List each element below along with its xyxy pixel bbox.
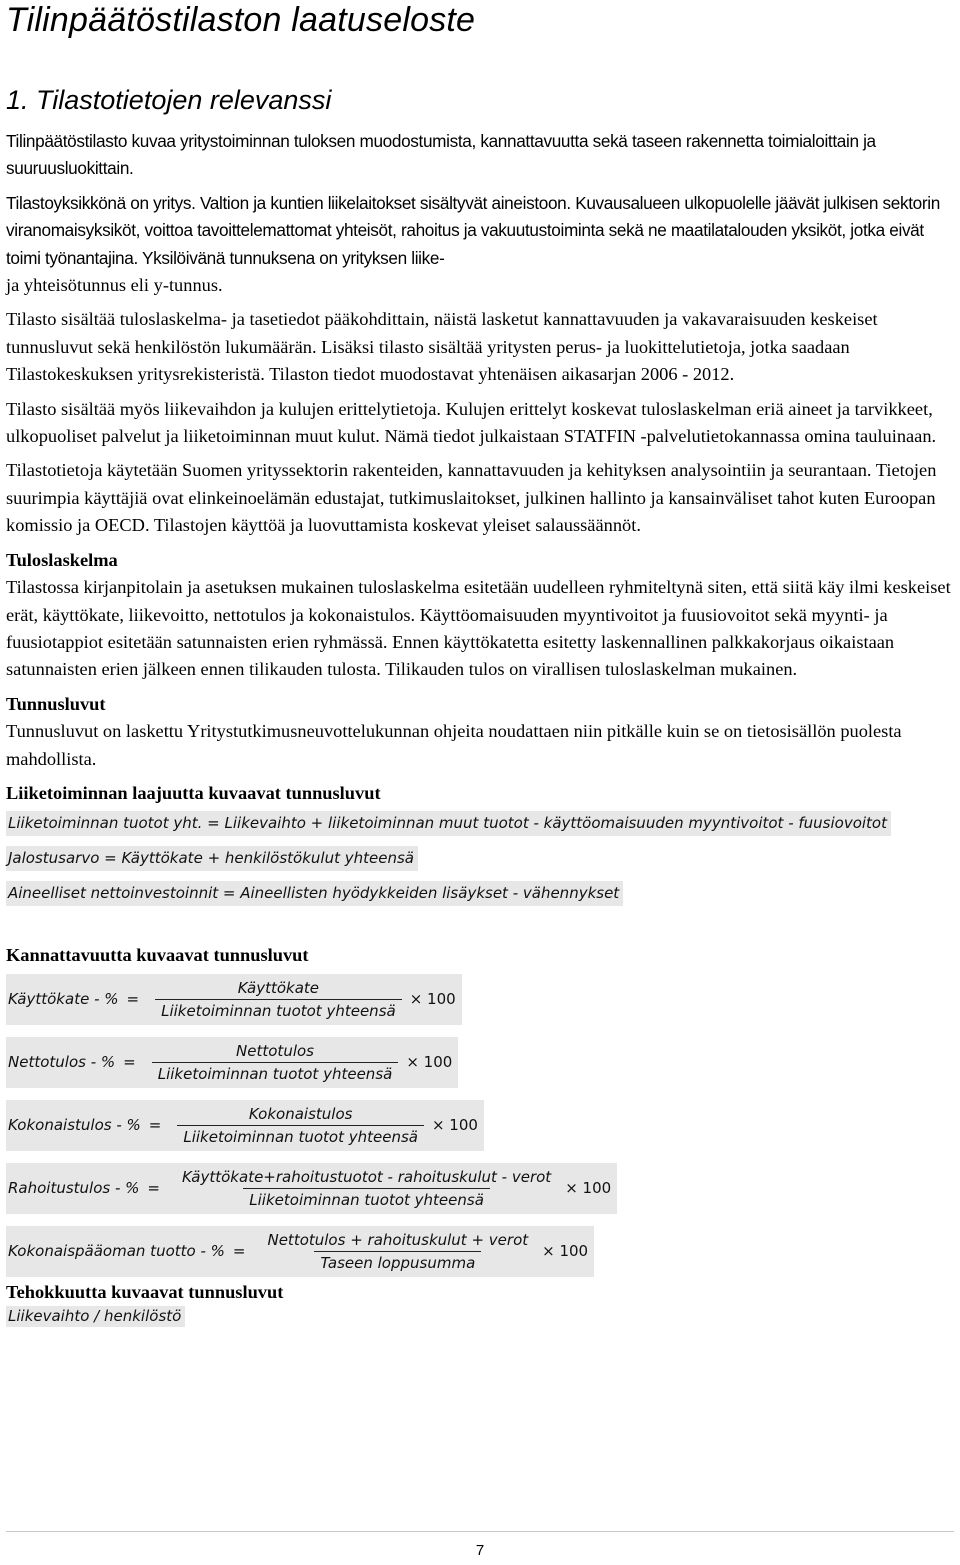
heading-tehokkuus: Tehokkuutta kuvaavat tunnusluvut xyxy=(6,1281,284,1302)
equals-sign: = xyxy=(126,990,140,1009)
section-title: 1. Tilastotietojen relevanssi xyxy=(6,85,332,115)
formula-name: Nettotulos - % xyxy=(8,1053,116,1072)
fraction-numerator: Nettotulos xyxy=(236,1041,314,1060)
paragraph-tunnusluvut: Tunnusluvut on laskettu Yritystutkimusneuvottelukunnan ohjeita noudattaen niin pitkälle kuin se on tietosisällön puolesta mahdollista. xyxy=(6,721,902,769)
fraction-numerator: Kokonaistulos xyxy=(248,1104,353,1123)
document-body xyxy=(6,128,960,1327)
document-title: Tilinpäätöstilaston laatuseloste xyxy=(6,1,476,39)
heading-tunnusluvut: Tunnusluvut xyxy=(6,693,106,714)
fraction-denominator: Taseen loppusumma xyxy=(314,1251,481,1274)
fraction-denominator: Liiketoiminnan tuotot yhteensä xyxy=(155,999,402,1022)
kannattavuus-formulas xyxy=(6,974,960,1277)
fraction xyxy=(155,977,402,1022)
multiplier: × 100 xyxy=(431,1116,478,1135)
fraction xyxy=(176,1166,557,1211)
fraction xyxy=(261,1229,534,1274)
formula-kokonaistulos-pct xyxy=(6,1100,484,1151)
fraction-denominator: Liiketoiminnan tuotot yhteensä xyxy=(152,1062,399,1085)
paragraph-contents: Tilasto sisältää tuloslaskelma- ja tasetiedot pääkohdittain, näistä lasketut kannattavuuden ja vakavaraisuuden keskeiset tunnusluvut sekä henkilöstön lukumäärän. Lisäksi tilasto sisältää yritysten perus- ja luokittelutietoja, jotka saadaan Tilastokeskuksen yritysrekisteristä. Tilaston tiedot muodostavat yhtenäisen aikasarjan 2006 - 2012. xyxy=(6,309,878,385)
multiplier: × 100 xyxy=(542,1242,589,1261)
heading-laajuus: Liiketoiminnan laajuutta kuvaavat tunnusluvut xyxy=(6,782,381,803)
fraction-numerator: Käyttökate+rahoitustuotot - rahoituskulut - verot xyxy=(182,1167,552,1186)
equals-sign: = xyxy=(232,1242,246,1261)
fraction xyxy=(152,1040,399,1085)
footer-divider xyxy=(6,1531,954,1532)
equals-sign: = xyxy=(123,1053,136,1072)
paragraph-statistical-unit-serif: ja yhteisötunnus eli y-tunnus. xyxy=(6,275,223,296)
laajuus-formulas xyxy=(6,811,960,906)
fraction xyxy=(177,1103,424,1148)
formula-name: Rahoitustulos - % xyxy=(8,1179,140,1198)
multiplier: × 100 xyxy=(565,1179,612,1198)
equals-sign: = xyxy=(148,1116,162,1135)
formula-nettoinvestoinnit: Aineelliset nettoinvestoinnit = Aineellisten hyödykkeiden lisäykset - vähennykset xyxy=(6,881,623,906)
paragraph-breakdown: Tilasto sisältää myös liikevaihdon ja kulujen erittelytietoja. Kulujen erittelyt koskevat tuloslaskelman eriä aineet ja tarvikkeet, ulkopuoliset palvelut ja liiketoiminnan muut kulut. Nämä tiedot julkaistaan STATFIN -palvelutietokannassa omina tauluinaan. xyxy=(6,398,937,447)
fraction-numerator: Nettotulos + rahoituskulut + verot xyxy=(267,1230,529,1249)
formula-kokonaispaaoman-tuotto-pct xyxy=(6,1226,594,1277)
equals-sign: = xyxy=(147,1179,160,1198)
paragraph-tuloslaskelma: Tilastossa kirjanpitolain ja asetuksen mukainen tuloslaskelma esitetään uudelleen ryhmiteltynä siten, että siitä käy ilmi keskeiset erät, käyttökate, liikevoitto, nettotulos ja kokonaistulos. Käyttöomaisuuden myyntivoitot ja fuusiovoitot sekä myynti- ja fuusiotappiot esitetään satunnaisten erien ryhmässä. Ennen käyttökatetta esitetty laskennallinen palkkakorjaus oikaistaan satunnaisten erien jälkeen ennen tilikauden tulosta. Tilikauden tulos on virallisen tuloslaskelman mukainen. xyxy=(6,577,951,680)
formula-liikevaihto-per-henkilosto: Liikevaihto / henkilöstö xyxy=(6,1306,185,1327)
formula-name: Kokonaistulos - % xyxy=(8,1116,141,1135)
formula-name: Käyttökate - % xyxy=(8,990,119,1009)
formula-liiketoiminnan-tuotot: Liiketoiminnan tuotot yht. = Liikevaihto + liiketoiminnan muut tuotot - käyttöomaisuuden myyntivoitot - fuusiovoitot xyxy=(6,811,891,836)
multiplier: × 100 xyxy=(409,990,456,1009)
formula-kayttokate-pct xyxy=(6,974,462,1025)
fraction-denominator: Liiketoiminnan tuotot yhteensä xyxy=(177,1125,424,1148)
fraction-numerator: Käyttökate xyxy=(237,978,320,997)
paragraph-scope: Tilinpäätöstilasto kuvaa yritystoiminnan tuloksen muodostumista, kannattavuutta sekä taseen rakennetta toimialoittain ja suuruusluokittain. xyxy=(6,131,876,179)
heading-tuloslaskelma: Tuloslaskelma xyxy=(6,549,118,570)
paragraph-statistical-unit-sans: Tilastoyksikkönä on yritys. Valtion ja kuntien liikelaitokset sisältyvät aineistoon. Kuvausalueen ulkopuolelle jäävät julkisen sektorin viranomaisyksiköt, voittoa tavoittelemattomat yhteisöt, rahoitus ja vakuutustoiminta sekä ne maatilatalouden yksiköt, jotka eivät toimi työnantajina. Yksilöivänä tunnuksena on yrityksen liike- xyxy=(6,192,940,268)
paragraph-statistical-unit xyxy=(6,190,960,300)
fraction-denominator: Liiketoiminnan tuotot yhteensä xyxy=(243,1188,490,1211)
paragraph-usage: Tilastotietoja käytetään Suomen yrityssektorin rakenteiden, kannattavuuden ja kehityksen analysointiin ja seurantaan. Tietojen suurimpia käyttäjiä ovat elinkeinoelämän edustajat, tutkimuslaitokset, julkinen hallinto ja kansainväliset tahot kuten Euroopan komissio ja OECD. Tilastojen käyttöä ja luovuttamista koskevat yleiset salaussäännöt. xyxy=(6,460,937,536)
formula-nettotulos-pct xyxy=(6,1037,458,1088)
formula-jalostusarvo: Jalostusarvo = Käyttökate + henkilöstökulut yhteensä xyxy=(6,846,418,871)
formula-rahoitustulos-pct xyxy=(6,1163,617,1214)
heading-kannattavuus: Kannattavuutta kuvaavat tunnusluvut xyxy=(6,945,309,966)
document-page xyxy=(6,0,960,1565)
page-number: 7 xyxy=(475,1542,485,1559)
formula-name: Kokonaispääoman tuotto - % xyxy=(8,1242,225,1261)
multiplier: × 100 xyxy=(406,1053,453,1072)
